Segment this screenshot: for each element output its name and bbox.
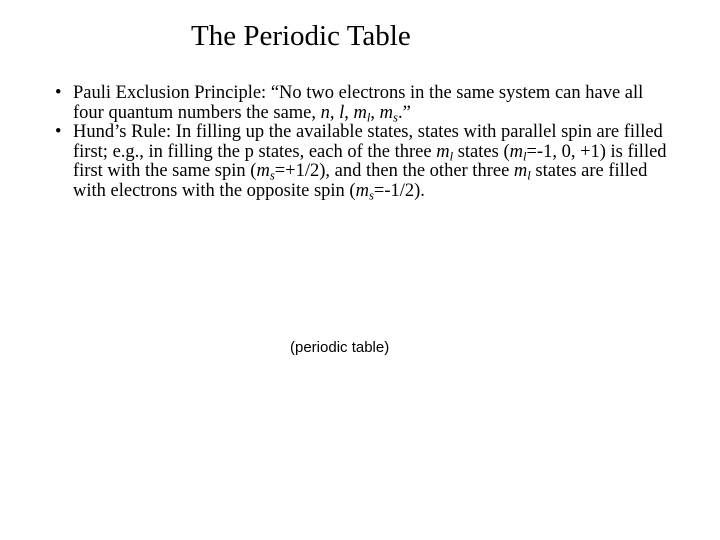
bullet-pauli-exclusion [52, 84, 672, 123]
quantum-ml: $m_l$ [436, 141, 454, 164]
bullet-dot: • [55, 122, 62, 143]
quantum-ml: $m_l$ [509, 141, 527, 164]
separator: , [329, 102, 340, 123]
quantum-ml: $m_l$ [513, 161, 531, 183]
bullet-list [52, 84, 672, 202]
hund-text: =+1/2), and then the other three [274, 161, 514, 182]
quantum-n: n [320, 102, 330, 123]
quantum-ms: $m_s$ [379, 102, 398, 125]
separator: , [344, 102, 354, 123]
hund-text: states ( [453, 141, 510, 162]
hund-text: =-1, 0, +1) is filled first with the same spin ( [73, 141, 667, 182]
quantum-l: l [339, 102, 345, 123]
quantum-ml: $m_l$ [353, 102, 371, 125]
periodic-table-placeholder: (periodic table) [290, 339, 390, 356]
pauli-text-end: .” [397, 102, 411, 123]
slide-title: The Periodic Table [191, 20, 411, 52]
quantum-ms: $m_s$ [256, 161, 275, 183]
quantum-ms: $m_s$ [355, 180, 374, 203]
bullet-dot: • [55, 83, 62, 103]
hund-text: states are filled with electrons with the opposite spin ( [73, 161, 648, 201]
separator: , [370, 102, 380, 123]
hund-text: Hund’s Rule: In filling up the available states, states with parallel spin are filled first; e.g., in filling the p states, each of the three [73, 122, 663, 162]
bullet-hunds-rule [52, 123, 672, 201]
pauli-text: Pauli Exclusion Principle: “No two electrons in the same system can have all four quantum numbers the same, [73, 83, 644, 123]
hund-text: =-1/2). [373, 180, 425, 201]
